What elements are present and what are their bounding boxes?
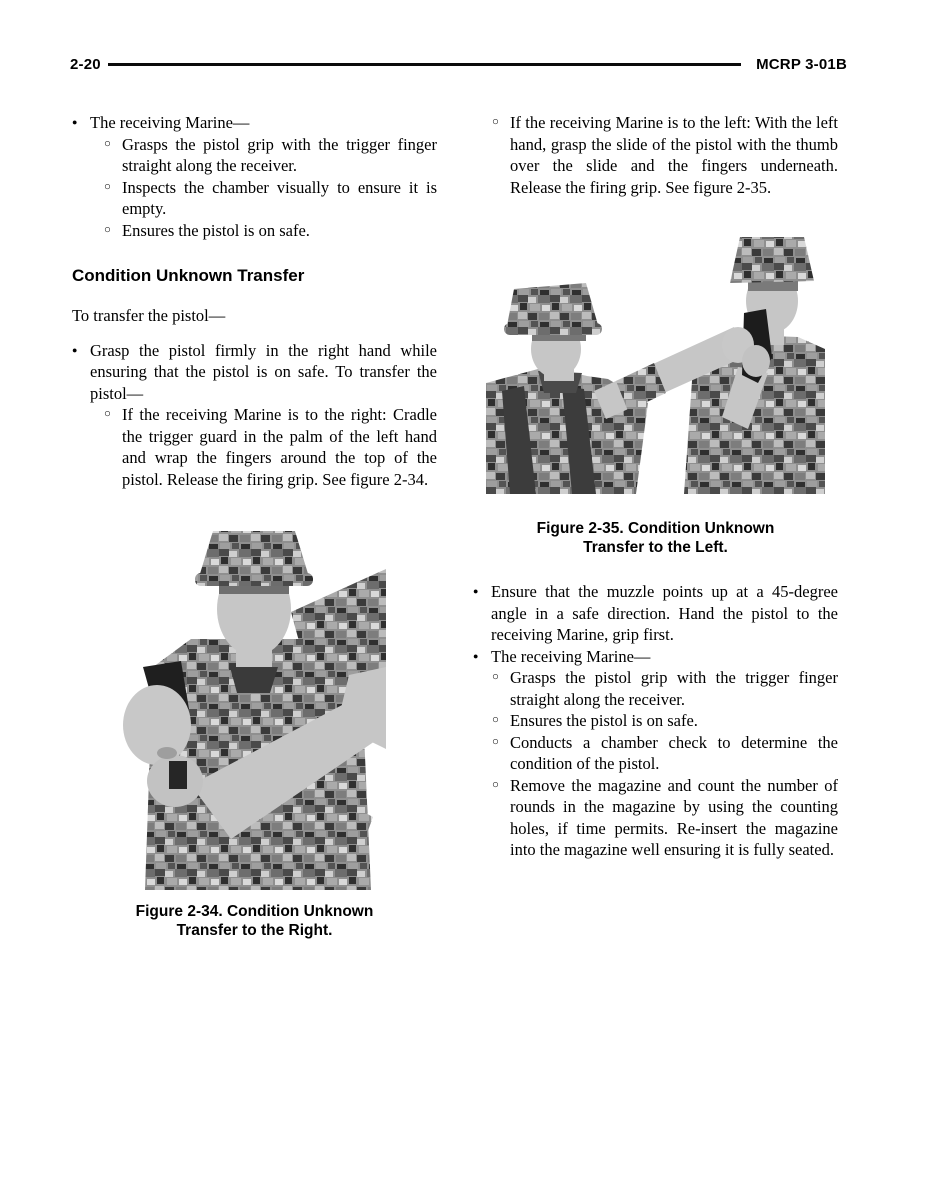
circle-bullet-icon: ○ [492,778,499,791]
circle-bullet-icon: ○ [104,180,111,193]
sub-list-item-text: Grasps the pistol grip with the trigger finger straight along the receiver. [510,668,838,709]
sub-list-item-text: Ensures the pistol is on safe. [510,711,698,730]
left-column [72,112,437,940]
sub-list-item [104,177,437,220]
page-header [70,54,847,74]
list-item-text: Ensure that the muzzle points up at a 45-degree angle in a safe direction. Hand the pistol to the receiving Marine, grip first. [491,582,838,644]
paragraph: To transfer the pistol— [72,306,226,325]
list-item [72,112,437,134]
sub-list-item [104,404,437,490]
sub-list-item [104,220,437,242]
list-item-text: The receiving Marine— [90,113,250,132]
list-item [473,646,838,668]
list-item [72,340,437,405]
sub-list-item [104,134,437,177]
page-number: 2-20 [70,55,101,73]
caption-line: Figure 2-35. Condition Unknown [536,520,775,537]
circle-bullet-icon: ○ [492,671,499,683]
circle-bullet-icon: ○ [492,714,499,726]
right-column [473,112,838,861]
bullet-icon: ● [72,117,78,127]
bullet-icon: ● [72,344,78,355]
figure-2-34-caption [72,903,437,940]
figure-2-34 [72,517,437,940]
sub-list-item [492,775,838,861]
circle-bullet-icon: ○ [104,137,111,150]
bullet-icon: ● [473,586,479,596]
caption-line: Transfer to the Left. [583,538,728,556]
sub-list-item-text: If the receiving Marine is to the left: With the left hand, grasp the slide of the pistol with the thumb over the slide and the fingers underneath. Release the firing grip. See figure 2-35. [510,113,838,197]
sub-list-item-text: Ensures the pistol is on safe. [122,220,310,240]
sub-list-item [492,112,838,198]
circle-bullet-icon: ○ [104,408,111,420]
header-rule [108,63,741,66]
sub-list-item-text: Remove the magazine and count the number of rounds in the magazine by using the counting holes, if time permits. Re-insert the magazine into the magazine well ensuring it is fully seated. [510,775,838,859]
circle-bullet-icon: ○ [492,116,499,128]
circle-bullet-icon: ○ [104,223,111,236]
list-item [473,581,838,646]
sub-list-item [492,710,838,732]
bullet-icon: ● [473,650,479,661]
figure-2-35-image [486,231,825,494]
sub-list-item [492,667,838,710]
circle-bullet-icon: ○ [492,735,499,748]
figure-2-35 [473,231,838,557]
figure-2-34-image [123,517,386,890]
caption-line: Figure 2-34. Condition Unknown [135,903,374,920]
figure-2-35-caption [473,520,838,557]
sub-list-item-text: Conducts a chamber check to determine the condition of the pistol. [510,732,838,773]
sub-list-item-text: Inspects the chamber visually to ensure it is empty. [122,177,437,218]
manual-code: MCRP 3-01B [756,55,847,73]
section-heading: Condition Unknown Transfer [72,266,305,285]
sub-list-item-text: If the receiving Marine is to the right: Cradle the trigger guard in the palm of the left hand and wrap the fingers around the top of the pistol. Release the firing grip. See figure 2-34. [122,405,437,489]
sub-list-item-text: Grasps the pistol grip with the trigger finger straight along the receiver. [122,134,437,175]
list-item-text: Grasp the pistol firmly in the right hand while ensuring that the pistol is on safe. To transfer the pistol— [90,340,437,403]
caption-line: Transfer to the Right. [176,921,333,939]
list-item-text: The receiving Marine— [491,646,651,666]
sub-list-item [492,732,838,775]
